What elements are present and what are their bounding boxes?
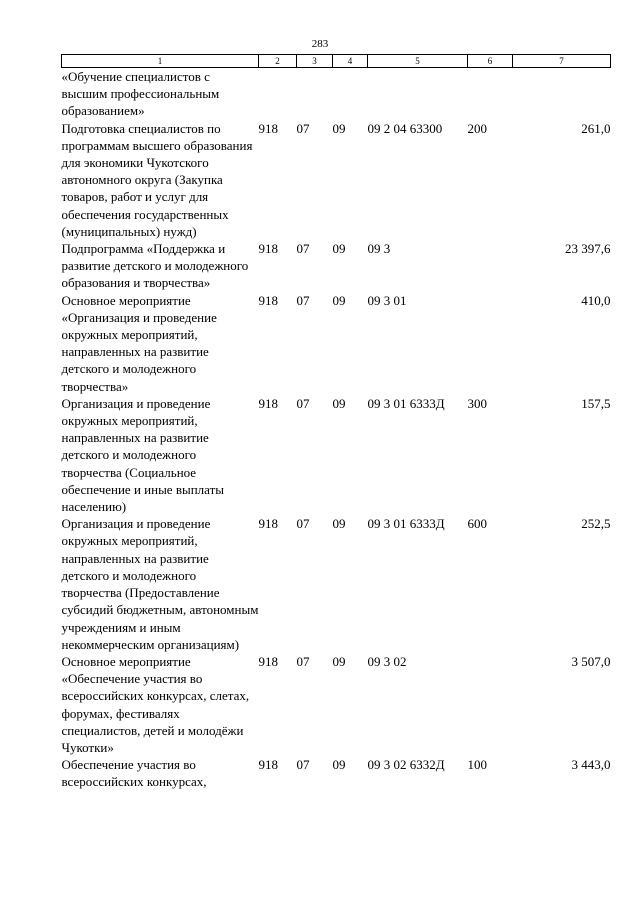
row-vr <box>468 653 513 756</box>
row-pr: 09 <box>332 292 346 308</box>
table-row <box>62 68 611 120</box>
row-rz: 07 <box>296 395 310 411</box>
row-name: Организация и проведение окружных мероприятий, направленных на развитие детского и молодежного творчества (Предоставление субсидий бюджетным, автономным учреждениям и иным некоммерческим организациям) <box>61 516 259 652</box>
row-ved: 918 <box>258 653 278 669</box>
row-sum: 410,0 <box>581 292 611 308</box>
table-row <box>62 120 611 240</box>
row-csr: 09 3 02 6332Д <box>367 757 445 773</box>
row-csr: 09 3 01 6333Д <box>367 516 445 532</box>
row-rz: 07 <box>296 292 310 308</box>
row-vr: 100 <box>467 757 487 773</box>
row-pr: 09 <box>332 757 346 773</box>
row-pr: 09 <box>332 241 346 257</box>
row-sum: 261,0 <box>581 120 611 136</box>
row-vr: 300 <box>467 395 487 411</box>
row-rz <box>297 68 333 120</box>
header-col-3: 3 <box>297 55 333 68</box>
row-ved: 918 <box>258 292 278 308</box>
row-ved: 918 <box>258 241 278 257</box>
header-col-2: 2 <box>259 55 297 68</box>
row-name: Основное мероприятие «Обеспечение участия во всероссийских конкурсах, слетах, форумах, фестивалях специалистов, детей и молодёжи Чукотки» <box>61 653 250 755</box>
row-rz: 07 <box>296 757 310 773</box>
row-name: Обеспечение участия во всероссийских конкурсах, <box>61 757 207 790</box>
row-rz: 07 <box>296 120 310 136</box>
row-ved: 918 <box>258 395 278 411</box>
row-name: Основное мероприятие «Организация и проведение окружных мероприятий, направленных на развитие детского и молодежного творчества» <box>61 292 217 394</box>
row-ved <box>259 68 297 120</box>
row-vr <box>468 68 513 120</box>
table-body <box>62 68 611 791</box>
row-name: «Обучение специалистов с высшим профессиональным образованием» <box>61 69 220 119</box>
table-row <box>62 515 611 653</box>
row-pr: 09 <box>332 653 346 669</box>
table-row <box>62 240 611 292</box>
table-row <box>62 653 611 756</box>
row-sum: 157,5 <box>581 395 611 411</box>
row-csr <box>368 68 468 120</box>
header-col-7: 7 <box>513 55 611 68</box>
page-number: 283 <box>311 38 329 50</box>
row-pr: 09 <box>332 120 346 136</box>
row-csr: 09 3 <box>367 241 391 257</box>
row-csr: 09 2 04 63300 <box>367 120 443 136</box>
row-sum: 252,5 <box>581 516 611 532</box>
row-csr: 09 3 02 <box>367 653 407 669</box>
row-pr: 09 <box>332 395 346 411</box>
row-name: Подготовка специалистов по программам высшего образования для экономики Чукотского автономного округа (Закупка товаров, работ и услуг для обеспечения государственных (муниципальных) нужд) <box>61 120 253 239</box>
table-row <box>62 756 611 790</box>
row-vr: 600 <box>467 516 487 532</box>
row-pr <box>333 68 368 120</box>
row-csr: 09 3 01 <box>367 292 407 308</box>
row-sum <box>513 68 611 120</box>
row-vr: 200 <box>467 120 487 136</box>
row-csr: 09 3 01 6333Д <box>367 395 445 411</box>
header-col-1: 1 <box>62 55 259 68</box>
row-pr: 09 <box>332 516 346 532</box>
row-vr <box>468 240 513 292</box>
row-vr <box>468 292 513 395</box>
row-sum: 3 443,0 <box>571 757 611 773</box>
row-ved: 918 <box>258 516 278 532</box>
budget-table <box>61 54 611 791</box>
table-header <box>62 55 611 68</box>
row-name: Подпрограмма «Поддержка и развитие детского и молодежного образования и творчества» <box>61 241 249 291</box>
row-ved: 918 <box>258 757 278 773</box>
table-row <box>62 292 611 395</box>
row-rz: 07 <box>296 653 310 669</box>
row-sum: 23 397,6 <box>565 241 611 257</box>
header-col-5: 5 <box>368 55 468 68</box>
table-row <box>62 395 611 515</box>
row-rz: 07 <box>296 241 310 257</box>
row-name: Организация и проведение окружных мероприятий, направленных на развитие детского и молодежного творчества (Социальное обеспечение и иные выплаты населению) <box>61 395 224 515</box>
row-rz: 07 <box>296 516 310 532</box>
header-row <box>62 55 611 68</box>
header-col-4: 4 <box>333 55 368 68</box>
header-col-6: 6 <box>468 55 513 68</box>
row-sum: 3 507,0 <box>571 653 611 669</box>
row-ved: 918 <box>258 120 278 136</box>
